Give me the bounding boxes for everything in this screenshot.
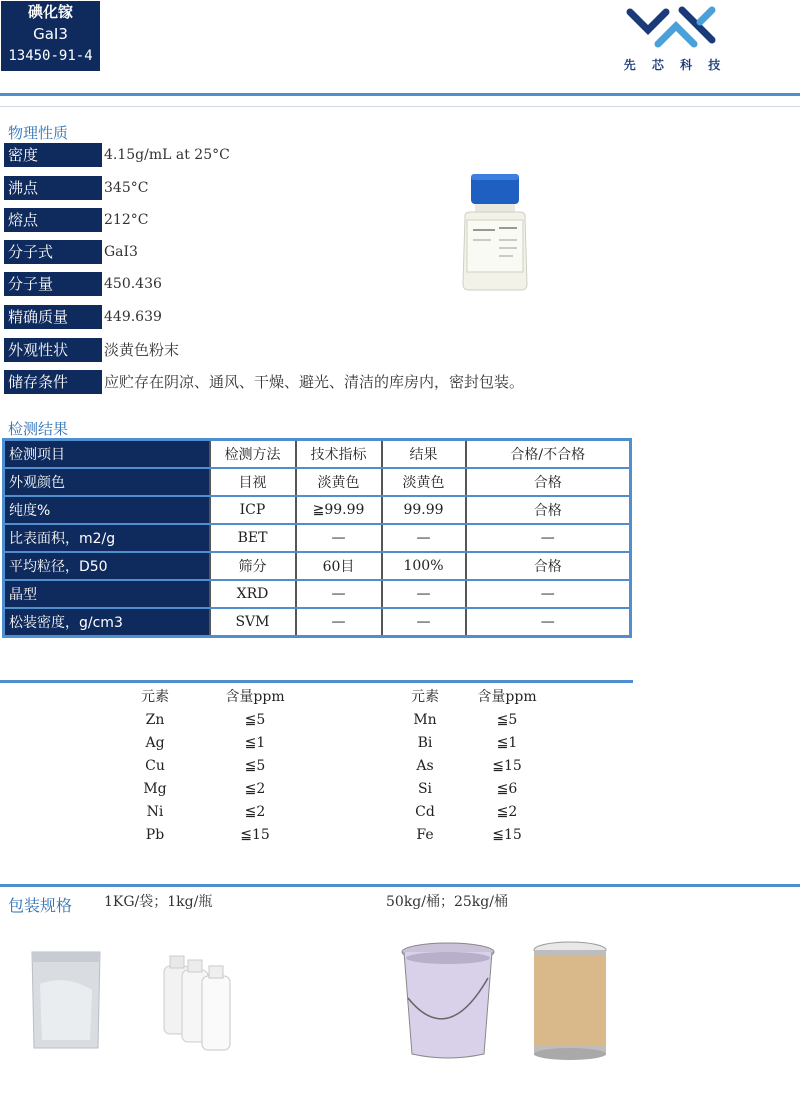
results-header-cell: 检测项目 <box>4 440 210 469</box>
test-cell: — <box>466 580 631 608</box>
test-cell: 淡黄色 <box>382 468 466 496</box>
test-cell: — <box>296 608 382 637</box>
logo-mark-icon <box>620 4 730 50</box>
table-row <box>4 524 631 552</box>
test-cell: 目视 <box>210 468 296 496</box>
impurity-limit: ≦2 <box>244 804 266 820</box>
impurity-limit: ≦1 <box>244 735 266 751</box>
impurity-limit: ≦5 <box>244 712 266 728</box>
property-value: 4.15g/mL at 25°C <box>104 147 230 163</box>
plastic-bottles-image <box>158 946 238 1054</box>
test-item-label: 松装密度，g/cm3 <box>4 608 210 637</box>
property-label: 熔点 <box>4 208 102 232</box>
product-name: 碘化镓 <box>27 3 73 21</box>
impurity-element: Si <box>417 781 433 797</box>
product-formula: GaI3 <box>33 25 68 43</box>
impurity-element: Fe <box>416 827 434 843</box>
test-cell: — <box>466 608 631 637</box>
table-row <box>4 580 631 608</box>
impurity-element: Mn <box>413 712 437 728</box>
test-cell: 100% <box>382 552 466 580</box>
property-value: GaI3 <box>104 244 138 260</box>
impurity-limit: ≦6 <box>496 781 518 797</box>
packaging-large: 50kg/桶；25kg/桶 <box>386 894 508 910</box>
test-item-label: 比表面积，m2/g <box>4 524 210 552</box>
property-label: 外观性状 <box>4 338 102 362</box>
test-item-label: 纯度% <box>4 496 210 524</box>
impurity-element: As <box>416 758 434 774</box>
impurity-limit: ≦15 <box>492 827 522 843</box>
test-cell: — <box>296 580 382 608</box>
test-cell: ≧99.99 <box>296 496 382 524</box>
property-value: 淡黄色粉末 <box>104 341 180 359</box>
impurity-limit: ≦1 <box>496 735 518 751</box>
property-label: 分子式 <box>4 240 102 264</box>
test-cell: 合格 <box>466 552 631 580</box>
test-cell: — <box>296 524 382 552</box>
test-cell: — <box>466 524 631 552</box>
test-cell: — <box>382 608 466 637</box>
results-header-cell: 检测方法 <box>210 440 296 469</box>
product-title-box <box>1 1 100 71</box>
impurity-element: Cu <box>145 758 165 774</box>
header-divider <box>0 93 800 96</box>
property-label: 沸点 <box>4 176 102 200</box>
impurity-limit: ≦2 <box>496 804 518 820</box>
table-row <box>4 496 631 524</box>
impurity-header: 含量ppm <box>225 689 285 705</box>
header-divider-thin <box>0 106 800 107</box>
property-value: 应贮存在阴凉、通风、干燥、避光、清洁的库房内，密封包装。 <box>104 373 525 391</box>
impurity-element: Zn <box>145 712 165 728</box>
impurity-element: Mg <box>143 781 167 797</box>
results-header-cell: 技术指标 <box>296 440 382 469</box>
property-label: 密度 <box>4 143 102 167</box>
impurity-limit: ≦15 <box>240 827 270 843</box>
property-value: 212°C <box>104 212 149 228</box>
property-value: 450.436 <box>104 276 162 292</box>
test-cell: — <box>382 524 466 552</box>
impurity-limit: ≦2 <box>244 781 266 797</box>
impurity-limit: ≦5 <box>244 758 266 774</box>
impurity-header: 元素 <box>411 689 439 705</box>
company-name: 先 芯 科 技 <box>623 58 727 72</box>
impurity-limit: ≦15 <box>492 758 522 774</box>
test-cell: 合格 <box>466 468 631 496</box>
impurity-header: 含量ppm <box>477 689 537 705</box>
table-row <box>4 552 631 580</box>
fiber-drum-image <box>530 940 610 1062</box>
property-label: 精确质量 <box>4 305 102 329</box>
test-cell: 合格 <box>466 496 631 524</box>
test-cell: XRD <box>210 580 296 608</box>
metal-pail-image <box>398 938 498 1062</box>
impurity-limit: ≦5 <box>496 712 518 728</box>
test-item-label: 平均粒径，D50 <box>4 552 210 580</box>
packaging-small: 1KG/袋；1kg/瓶 <box>104 894 213 910</box>
impurity-element: Ni <box>146 804 164 820</box>
impurity-element: Ag <box>145 735 165 751</box>
property-value: 449.639 <box>104 309 162 325</box>
foil-bag-image <box>26 944 106 1054</box>
impurity-element: Bi <box>417 735 433 751</box>
test-cell: SVM <box>210 608 296 637</box>
test-cell: ICP <box>210 496 296 524</box>
property-label: 分子量 <box>4 272 102 296</box>
results-header-cell: 合格/不合格 <box>466 440 631 469</box>
test-item-label: 晶型 <box>4 580 210 608</box>
test-item-label: 外观颜色 <box>4 468 210 496</box>
results-table <box>2 438 632 638</box>
results-section-title: 检测结果 <box>8 420 69 438</box>
product-bottle-image <box>455 170 535 292</box>
physical-section-title: 物理性质 <box>8 124 69 142</box>
product-cas: 13450-91-4 <box>8 48 93 64</box>
impurity-divider <box>0 680 633 683</box>
impurity-header: 元素 <box>141 689 169 705</box>
test-cell: 99.99 <box>382 496 466 524</box>
test-cell: 60目 <box>296 552 382 580</box>
test-cell: — <box>382 580 466 608</box>
packaging-divider <box>0 884 800 887</box>
test-cell: 淡黄色 <box>296 468 382 496</box>
packaging-title: 包装规格 <box>8 896 73 915</box>
property-value: 345°C <box>104 180 149 196</box>
property-label: 储存条件 <box>4 370 102 394</box>
impurity-element: Cd <box>415 804 435 820</box>
table-row <box>4 608 631 637</box>
results-header-row <box>4 440 631 469</box>
results-header-cell: 结果 <box>382 440 466 469</box>
test-cell: 筛分 <box>210 552 296 580</box>
table-row <box>4 468 631 496</box>
test-cell: BET <box>210 524 296 552</box>
company-logo <box>620 4 730 72</box>
impurity-element: Pb <box>145 827 165 843</box>
